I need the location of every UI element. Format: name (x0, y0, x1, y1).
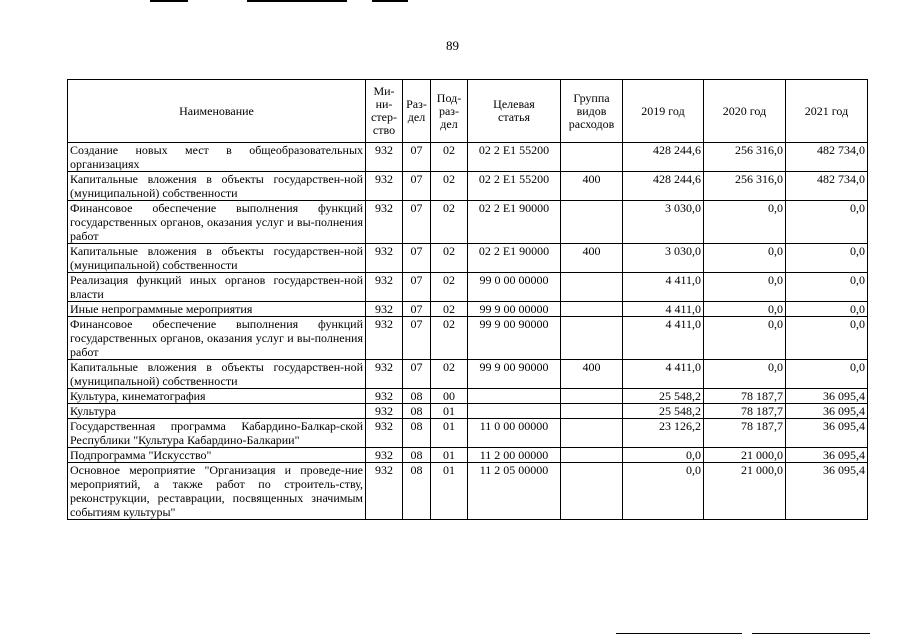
row-name: Создание новых мест в общеобразовательных организациях (68, 143, 366, 172)
row-2021: 0,0 (786, 302, 868, 317)
row-target: 99 9 00 90000 (468, 317, 561, 360)
row-group (561, 201, 623, 244)
header-2021: 2021 год (786, 80, 868, 143)
row-2020: 0,0 (704, 273, 786, 302)
row-section: 08 (403, 404, 431, 419)
row-2021: 36 095,4 (786, 419, 868, 448)
row-name: Культура (68, 404, 366, 419)
row-2020: 21 000,0 (704, 448, 786, 463)
header-section: Раз- дел (403, 80, 431, 143)
row-target (468, 404, 561, 419)
row-group: 400 (561, 244, 623, 273)
row-ministry: 932 (366, 244, 403, 273)
bottom-rule-left (616, 633, 742, 634)
table-row (68, 448, 868, 463)
row-2021: 0,0 (786, 244, 868, 273)
row-section: 07 (403, 302, 431, 317)
row-group (561, 273, 623, 302)
header-2020: 2020 год (704, 80, 786, 143)
row-name: Финансовое обеспечение выполнения функций государственных органов, оказания услуг и вы-полнения работ (68, 201, 366, 244)
row-ministry: 932 (366, 360, 403, 389)
row-subsection: 02 (431, 143, 468, 172)
row-ministry: 932 (366, 448, 403, 463)
row-subsection: 02 (431, 172, 468, 201)
row-name: Подпрограмма "Искусство" (68, 448, 366, 463)
table-row (68, 317, 868, 360)
row-subsection: 01 (431, 404, 468, 419)
row-2020: 256 316,0 (704, 143, 786, 172)
row-ministry: 932 (366, 463, 403, 520)
row-target: 99 9 00 00000 (468, 302, 561, 317)
table-row (68, 302, 868, 317)
row-subsection: 01 (431, 419, 468, 448)
header-2019: 2019 год (623, 80, 704, 143)
row-ministry: 932 (366, 302, 403, 317)
table-row (68, 273, 868, 302)
row-group (561, 419, 623, 448)
table-row (68, 389, 868, 404)
row-target: 99 0 00 00000 (468, 273, 561, 302)
row-subsection: 02 (431, 360, 468, 389)
row-name: Государственная программа Кабардино-Балкар-ской Республики "Культура Кабардино-Балкарии" (68, 419, 366, 448)
row-target: 99 9 00 90000 (468, 360, 561, 389)
row-2019: 3 030,0 (623, 244, 704, 273)
row-name: Финансовое обеспечение выполнения функций государственных органов, оказания услуг и вы-полнения работ (68, 317, 366, 360)
table-row (68, 143, 868, 172)
table-row (68, 404, 868, 419)
row-section: 07 (403, 273, 431, 302)
row-ministry: 932 (366, 404, 403, 419)
row-2021: 0,0 (786, 273, 868, 302)
row-name: Капитальные вложения в объекты государствен-ной (муниципальной) собственности (68, 360, 366, 389)
row-subsection: 02 (431, 317, 468, 360)
table-row (68, 360, 868, 389)
row-group (561, 448, 623, 463)
row-ministry: 932 (366, 317, 403, 360)
row-group (561, 143, 623, 172)
row-subsection: 01 (431, 463, 468, 520)
row-subsection: 02 (431, 244, 468, 273)
row-section: 07 (403, 201, 431, 244)
row-2019: 25 548,2 (623, 404, 704, 419)
row-2020: 78 187,7 (704, 389, 786, 404)
page-number: 89 (446, 38, 459, 53)
row-2019: 4 411,0 (623, 360, 704, 389)
row-section: 08 (403, 463, 431, 520)
row-2020: 256 316,0 (704, 172, 786, 201)
row-2020: 78 187,7 (704, 419, 786, 448)
row-2021: 482 734,0 (786, 172, 868, 201)
row-2021: 0,0 (786, 360, 868, 389)
row-subsection: 01 (431, 448, 468, 463)
row-subsection: 02 (431, 302, 468, 317)
header-row (68, 80, 868, 143)
row-2019: 4 411,0 (623, 317, 704, 360)
row-subsection: 00 (431, 389, 468, 404)
row-group: 400 (561, 360, 623, 389)
row-group (561, 404, 623, 419)
row-group (561, 302, 623, 317)
row-name: Капитальные вложения в объекты государствен-ной (муниципальной) собственности (68, 172, 366, 201)
row-ministry: 932 (366, 143, 403, 172)
row-2019: 4 411,0 (623, 302, 704, 317)
row-target: 02 2 E1 90000 (468, 244, 561, 273)
table-row (68, 463, 868, 520)
row-2019: 0,0 (623, 448, 704, 463)
row-ministry: 932 (366, 172, 403, 201)
header-name: Наименование (68, 80, 366, 143)
row-2020: 0,0 (704, 360, 786, 389)
row-2020: 0,0 (704, 302, 786, 317)
header-ministry: Ми- ни- стер- ство (366, 80, 403, 143)
bottom-rule-right (752, 633, 870, 634)
header-subsection: Под- раз- дел (431, 80, 468, 143)
row-target: 11 2 00 00000 (468, 448, 561, 463)
row-section: 08 (403, 448, 431, 463)
top-rule-middle (247, 0, 347, 2)
row-2020: 78 187,7 (704, 404, 786, 419)
row-name: Иные непрограммные мероприятия (68, 302, 366, 317)
row-target (468, 389, 561, 404)
row-subsection: 02 (431, 273, 468, 302)
row-2019: 0,0 (623, 463, 704, 520)
row-group (561, 463, 623, 520)
row-group (561, 317, 623, 360)
row-ministry: 932 (366, 201, 403, 244)
row-2021: 36 095,4 (786, 389, 868, 404)
row-2020: 0,0 (704, 244, 786, 273)
row-name: Основное мероприятие "Организация и проведе-ние мероприятий, а также работ по строитель-ству, реконструкции, реставрации, посвященных значимым событиям культуры" (68, 463, 366, 520)
row-section: 07 (403, 244, 431, 273)
row-2021: 36 095,4 (786, 448, 868, 463)
row-section: 07 (403, 143, 431, 172)
table-row (68, 201, 868, 244)
header-group: Группа видов расходов (561, 80, 623, 143)
row-2020: 0,0 (704, 317, 786, 360)
table-row (68, 172, 868, 201)
row-section: 08 (403, 389, 431, 404)
row-target: 02 2 E1 90000 (468, 201, 561, 244)
row-target: 02 2 E1 55200 (468, 172, 561, 201)
row-2019: 4 411,0 (623, 273, 704, 302)
row-name: Культура, кинематография (68, 389, 366, 404)
row-target: 11 0 00 00000 (468, 419, 561, 448)
row-2020: 0,0 (704, 201, 786, 244)
row-2021: 0,0 (786, 201, 868, 244)
row-target: 11 2 05 00000 (468, 463, 561, 520)
table-row (68, 419, 868, 448)
row-name: Капитальные вложения в объекты государствен-ной (муниципальной) собственности (68, 244, 366, 273)
row-section: 07 (403, 360, 431, 389)
row-2019: 25 548,2 (623, 389, 704, 404)
row-section: 07 (403, 317, 431, 360)
row-subsection: 02 (431, 201, 468, 244)
row-group: 400 (561, 172, 623, 201)
row-ministry: 932 (366, 419, 403, 448)
row-2021: 36 095,4 (786, 463, 868, 520)
row-2021: 482 734,0 (786, 143, 868, 172)
row-2019: 23 126,2 (623, 419, 704, 448)
row-2020: 21 000,0 (704, 463, 786, 520)
row-group (561, 389, 623, 404)
header-target: Целевая статья (468, 80, 561, 143)
row-2021: 36 095,4 (786, 404, 868, 419)
row-2021: 0,0 (786, 317, 868, 360)
row-2019: 3 030,0 (623, 201, 704, 244)
row-ministry: 932 (366, 389, 403, 404)
row-ministry: 932 (366, 273, 403, 302)
budget-table (67, 79, 868, 520)
row-name: Реализация функций иных органов государствен-ной власти (68, 273, 366, 302)
row-section: 07 (403, 172, 431, 201)
row-target: 02 2 E1 55200 (468, 143, 561, 172)
table-row (68, 244, 868, 273)
row-2019: 428 244,6 (623, 143, 704, 172)
top-rule-left (150, 0, 188, 2)
top-rule-right (372, 0, 408, 2)
row-section: 08 (403, 419, 431, 448)
row-2019: 428 244,6 (623, 172, 704, 201)
